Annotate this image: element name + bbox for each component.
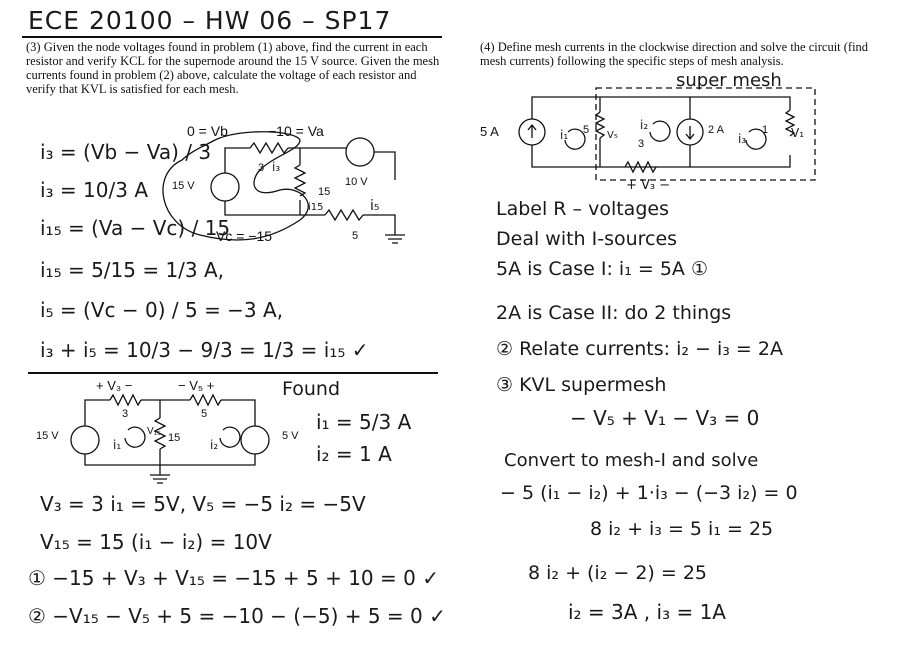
resistor-15-symbol-2 bbox=[155, 418, 165, 449]
supermesh-boundary bbox=[596, 88, 815, 180]
resistor-15-label-2: 15 bbox=[168, 432, 181, 444]
circuit2-schematic bbox=[71, 395, 269, 483]
circuit1-schematic bbox=[163, 132, 405, 243]
source-15v-label: 15 V bbox=[172, 180, 195, 192]
step-deal-sources: Deal with I-sources bbox=[496, 228, 678, 250]
supermesh-label: super mesh bbox=[676, 70, 782, 91]
mesh-i1-label: i₁ bbox=[113, 438, 122, 452]
resistor-5-label: 5 bbox=[352, 230, 359, 242]
resistor-5-symbol-2 bbox=[190, 395, 221, 405]
resistor-5-symbol-p4 bbox=[596, 112, 604, 138]
mesh-loop-i2 bbox=[220, 427, 240, 447]
step-mesh-equation: − 5 (i₁ − i₂) + 1·i₃ − (−3 i₂) = 0 bbox=[500, 482, 798, 504]
resistor-1-label-p4: 1 bbox=[762, 124, 769, 136]
problem4-text: (4) Define mesh currents in the clockwise direction and solve the circuit (find mesh currents) following the specific steps of mesh analysis. bbox=[480, 40, 869, 68]
step-simplify-2: 8 i₂ + (i₂ − 2) = 25 bbox=[528, 562, 708, 584]
step-case-2: 2A is Case II: do 2 things bbox=[496, 302, 732, 324]
voltage-v3-label: + V₃ − bbox=[626, 178, 671, 193]
node-b-label: 0 = Vb bbox=[187, 123, 228, 139]
mesh-i2-label-p4: i₂ bbox=[640, 118, 649, 132]
source-10v-symbol bbox=[346, 138, 374, 166]
resistor-3-voltage: + V₃ − bbox=[96, 378, 133, 393]
voltage-v5-label: V₅ bbox=[607, 130, 618, 141]
mesh-i3-label-p4: i₃ bbox=[738, 132, 747, 146]
step-kvl-equation: − V₅ + V₁ − V₃ = 0 bbox=[570, 406, 760, 430]
found-i1: i₁ = 5/3 A bbox=[316, 410, 412, 434]
current-i3-label: i₃ bbox=[272, 160, 281, 174]
source-5v-label: 5 V bbox=[282, 430, 299, 442]
mesh-i2-label: i₂ bbox=[210, 438, 219, 452]
work-i15-value: i₁₅ = 5/15 = 1/3 A, bbox=[40, 258, 225, 282]
resistor-3-label-p4: 3 bbox=[638, 138, 645, 150]
work-i3-formula: i₃ = (Vb − Va) / 3 bbox=[40, 140, 212, 164]
p4-circuit-schematic bbox=[519, 88, 815, 180]
source-5v-symbol bbox=[241, 426, 269, 454]
found-i2: i₂ = 1 A bbox=[316, 442, 392, 466]
node-c-label: Vc = −15 bbox=[216, 228, 273, 244]
resistor-15-voltage: V₁₅ bbox=[147, 426, 162, 437]
node-a-label: −10 = Va bbox=[268, 123, 324, 139]
step-convert: Convert to mesh-I and solve bbox=[504, 450, 759, 471]
resistor-3-symbol-2 bbox=[110, 395, 141, 405]
work-i3-value: i₃ = 10/3 A bbox=[40, 178, 148, 202]
voltage-v1-label: V₁ bbox=[791, 126, 805, 140]
resistor-5-voltage: − V₅ + bbox=[178, 378, 215, 393]
current-i5-label: i₅ bbox=[370, 198, 380, 214]
resistor-3-label-2: 3 bbox=[122, 408, 129, 420]
mesh-loop-p4-i2 bbox=[650, 121, 670, 141]
resistor-1-symbol-p4 bbox=[786, 110, 794, 136]
step-answer: i₂ = 3A , i₃ = 1A bbox=[568, 600, 726, 624]
mesh-i1-label-p4: i₁ bbox=[560, 128, 569, 142]
kvl-line-4: ② −V₁₅ − V₅ + 5 = −10 − (−5) + 5 = 0 ✓ bbox=[28, 604, 446, 628]
source-2a-label: 2 A bbox=[708, 124, 724, 136]
resistor-3-label: 3 bbox=[258, 162, 265, 174]
ground-2 bbox=[150, 475, 170, 483]
page-title: ECE 20100 – HW 06 – SP17 bbox=[28, 6, 392, 35]
resistor-5-symbol bbox=[325, 210, 363, 220]
source-15v-symbol bbox=[211, 173, 239, 201]
mesh-loop-p4-i1 bbox=[565, 129, 585, 149]
kvl-line-3: ① −15 + V₃ + V₁₅ = −15 + 5 + 10 = 0 ✓ bbox=[28, 566, 439, 590]
ground-1 bbox=[385, 235, 405, 243]
work-i5-value: i₅ = (Vc − 0) / 5 = −3 A, bbox=[40, 298, 284, 322]
current-i15-label: i15 bbox=[308, 202, 324, 213]
source-5a-label: 5 A bbox=[480, 124, 499, 139]
mesh-loop-p4-i3 bbox=[746, 129, 766, 149]
kvl-line-2: V₁₅ = 15 (i₁ − i₂) = 10V bbox=[40, 530, 272, 554]
resistor-5-label-2: 5 bbox=[201, 408, 208, 420]
work-i15-formula: i₁₅ = (Va − Vc) / 15 bbox=[40, 216, 231, 240]
step-simplify-1: 8 i₂ + i₃ = 5 i₁ = 25 bbox=[590, 518, 774, 540]
source-10v-label: 10 V bbox=[345, 176, 368, 188]
resistor-5-label-p4: 5 bbox=[583, 124, 590, 136]
resistor-15-label: 15 bbox=[318, 186, 331, 198]
step-label-voltages: Label R – voltages bbox=[496, 198, 669, 220]
found-label: Found bbox=[282, 378, 341, 400]
problem3-text: (3) Given the node voltages found in problem (1) above, find the current in each resistor and verify KCL for the supernode around the 15 V source. Given the mesh currents found in problem (2) above, calculate the voltage of each resistor and verify that KVL is satisfied for each mesh. bbox=[26, 40, 440, 96]
source-15v-label-2: 15 V bbox=[36, 430, 59, 442]
step-relate-currents: ② Relate currents: i₂ − i₃ = 2A bbox=[496, 338, 783, 360]
work-kcl-check: i₃ + i₅ = 10/3 − 9/3 = 1/3 = i₁₅ ✓ bbox=[40, 338, 369, 362]
step-kvl-supermesh: ③ KVL supermesh bbox=[496, 374, 667, 396]
mesh-loop-i1 bbox=[125, 427, 145, 447]
source-15v-symbol-2 bbox=[71, 426, 99, 454]
step-case-1: 5A is Case I: i₁ = 5A ① bbox=[496, 258, 708, 280]
resistor-3-symbol bbox=[250, 143, 288, 153]
kvl-line-1: V₃ = 3 i₁ = 5V, V₅ = −5 i₂ = −5V bbox=[40, 492, 366, 516]
